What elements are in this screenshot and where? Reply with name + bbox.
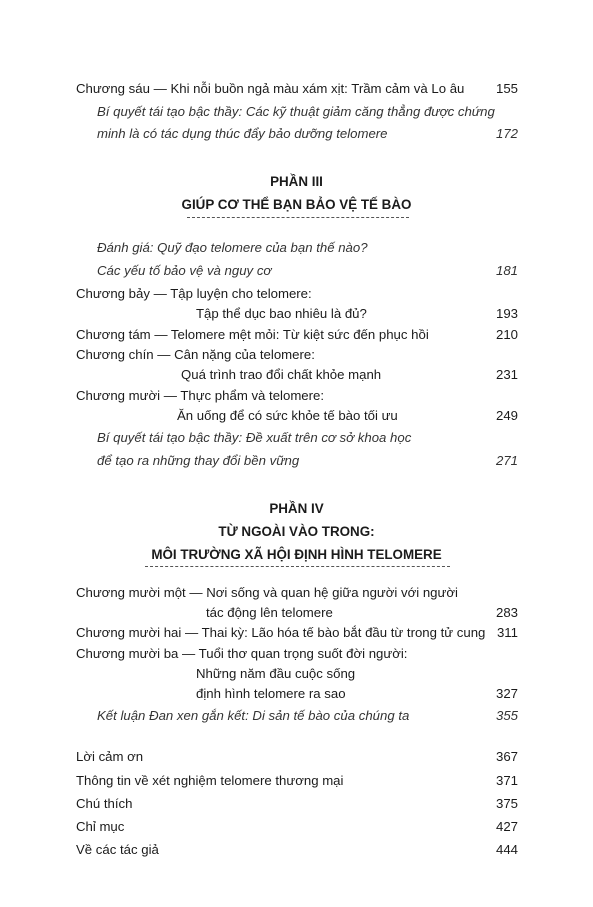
toc-entry-page: 172 xyxy=(495,126,518,141)
toc-entry-page: 355 xyxy=(495,708,518,723)
toc-entry-title: Bí quyết tái tạo bậc thầy: Đề xuất trên cơ sở khoa học xyxy=(97,430,412,445)
part-title: GIÚP CƠ THỂ BẠN BẢO VỆ TẾ BÀO xyxy=(181,197,412,212)
toc-entry-title: Chương tám — Telomere mệt mỏi: Từ kiệt sức đến phục hồi xyxy=(76,327,429,342)
toc-entry-page: 271 xyxy=(495,453,518,468)
toc-entry xyxy=(76,284,518,304)
toc-entry-title: Về các tác giả xyxy=(76,842,159,857)
toc-entry-page: 231 xyxy=(495,367,518,382)
toc-entry xyxy=(196,304,518,324)
toc-entry-title: Đánh giá: Quỹ đạo telomere của bạn thế nào? xyxy=(97,240,368,255)
toc-entry xyxy=(97,706,518,726)
toc-entry-title: Chương sáu — Khi nỗi buồn ngả màu xám xịt: Trầm cảm và Lo âu xyxy=(76,81,465,96)
toc-entry xyxy=(76,386,518,406)
toc-entry-title: Chỉ mục xyxy=(76,819,125,834)
toc-entry-title: Những năm đầu cuộc sống xyxy=(196,666,356,681)
toc-entry xyxy=(97,238,518,258)
toc-entry-title: để tạo ra những thay đổi bền vững xyxy=(97,453,300,468)
part-label: PHẦN III xyxy=(270,174,323,189)
toc-entry-title: Chương bảy — Tập luyện cho telomere: xyxy=(76,286,312,301)
toc-entry-page: 193 xyxy=(495,306,518,321)
toc-entry-title: Chương mười một — Nơi sống và quan hệ giữa người với người xyxy=(76,585,458,600)
toc-entry xyxy=(76,623,518,643)
part-title: MÔI TRƯỜNG XÃ HỘI ĐỊNH HÌNH TELOMERE xyxy=(151,547,442,562)
toc-entry-title: Chương mười — Thực phẩm và telomere: xyxy=(76,388,325,403)
title-divider xyxy=(145,566,450,567)
toc-entry-title: Lời cảm ơn xyxy=(76,749,144,764)
toc-entry-title: Tập thể dục bao nhiêu là đủ? xyxy=(196,306,367,321)
toc-entry xyxy=(97,102,518,122)
toc-entry-page: 327 xyxy=(495,686,518,701)
toc-entry xyxy=(76,325,518,345)
toc-entry-page: 375 xyxy=(495,796,518,811)
toc-entry-title: Chương chín — Cân nặng của telomere: xyxy=(76,347,315,362)
toc-entry xyxy=(97,451,518,471)
title-divider xyxy=(187,217,409,218)
toc-entry-page: 210 xyxy=(495,327,518,342)
toc-entry-page: 427 xyxy=(495,819,518,834)
part-label: PHẦN IV xyxy=(269,501,324,516)
toc-entry xyxy=(76,583,518,603)
toc-entry xyxy=(76,345,518,365)
toc-entry xyxy=(97,124,518,144)
toc-entry xyxy=(76,79,518,99)
toc-entry-page: 155 xyxy=(495,81,518,96)
toc-entry-title: Thông tin về xét nghiệm telomere thương mại xyxy=(76,773,344,788)
toc-entry xyxy=(206,603,518,623)
toc-entry xyxy=(76,771,518,791)
toc-entry-page: 283 xyxy=(495,605,518,620)
toc-entry xyxy=(76,644,518,664)
toc-entry xyxy=(97,261,518,281)
toc-entry xyxy=(76,817,518,837)
toc-entry-title: Ăn uống để có sức khỏe tế bào tối ưu xyxy=(177,408,398,423)
toc-entry-title: Chương mười ba — Tuổi thơ quan trọng suốt đời người: xyxy=(76,646,408,661)
toc-entry xyxy=(196,664,518,684)
toc-entry xyxy=(76,747,518,767)
part-title: TỪ NGOÀI VÀO TRONG: xyxy=(218,524,375,539)
toc-entry-title: Bí quyết tái tạo bậc thầy: Các kỹ thuật giảm căng thẳng được chứng xyxy=(97,104,495,119)
toc-entry xyxy=(76,794,518,814)
toc-entry-page: 181 xyxy=(495,263,518,278)
toc-entry-title: Các yếu tố bảo vệ và nguy cơ xyxy=(97,263,272,278)
toc-entry xyxy=(97,428,518,448)
toc-entry-title: Chú thích xyxy=(76,796,133,811)
toc-entry xyxy=(196,684,518,704)
toc-entry-title: Kết luận Đan xen gắn kết: Di sản tế bào của chúng ta xyxy=(97,708,410,723)
toc-entry-page: 444 xyxy=(495,842,518,857)
toc-entry-page: 371 xyxy=(495,773,518,788)
toc-entry-title: định hình telomere ra sao xyxy=(196,686,346,701)
toc-entry xyxy=(181,365,518,385)
toc-entry-title: minh là có tác dụng thúc đẩy bảo dưỡng telomere xyxy=(97,126,388,141)
toc-entry-title: tác động lên telomere xyxy=(206,605,333,620)
toc-entry xyxy=(177,406,518,426)
toc-entry-title: Quá trình trao đổi chất khỏe mạnh xyxy=(181,367,382,382)
toc-entry-page: 367 xyxy=(495,749,518,764)
toc-entry-page: 249 xyxy=(495,408,518,423)
toc-entry-title: Chương mười hai — Thai kỳ: Lão hóa tế bào bắt đầu từ trong tử cung xyxy=(76,625,486,640)
toc-entry xyxy=(76,840,518,860)
toc-entry-page: 311 xyxy=(496,625,518,640)
